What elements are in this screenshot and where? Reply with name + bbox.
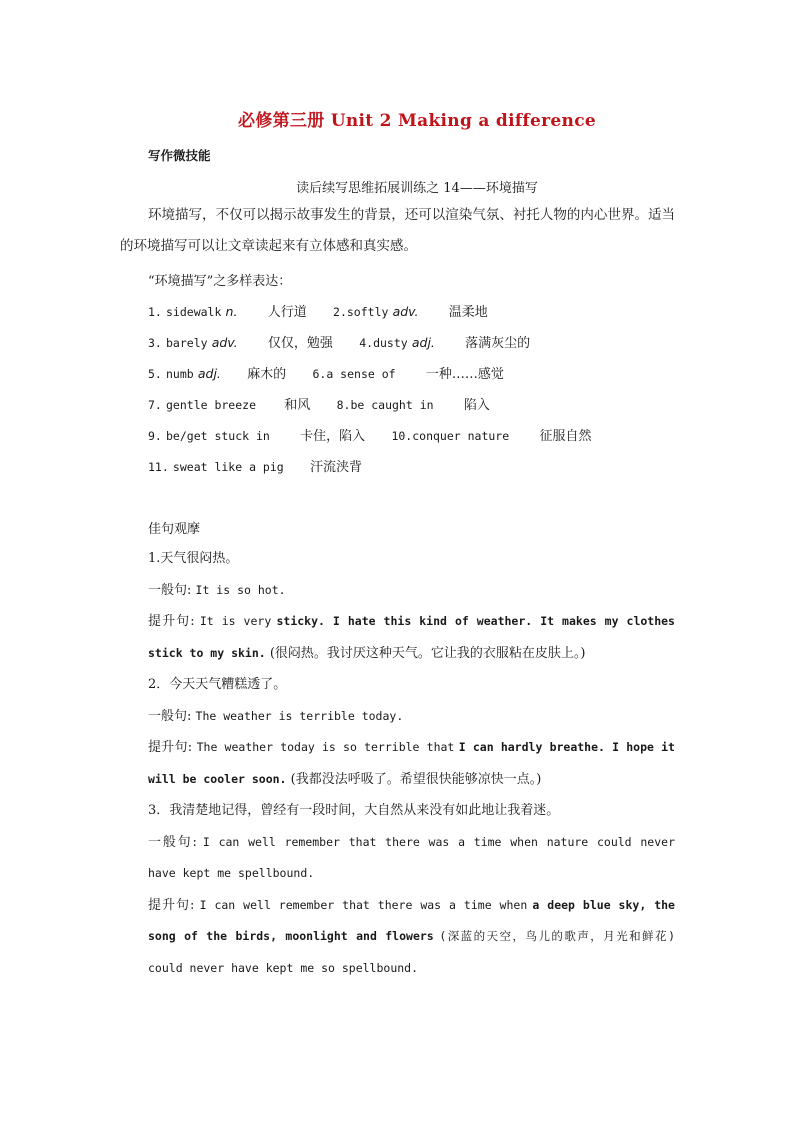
vocab-num: 9. — [148, 429, 162, 443]
vocab-row — [148, 425, 591, 444]
improved-normal: It is very — [199, 614, 272, 628]
vocab-num: 3. — [148, 336, 162, 350]
plain-sentence: I can well remember that there was a time when nature could never have kept me spellbound. — [148, 834, 675, 880]
vocab-row — [148, 394, 490, 413]
example-plain — [120, 701, 675, 733]
section-heading: 写作微技能 — [148, 148, 211, 163]
example-title: 3．我清楚地记得，曾经有一段时间，大自然从来没有如此地让我着迷。 — [148, 803, 560, 818]
vocab-en: be caught in — [350, 398, 434, 412]
vocab-zh: 卡住，陷入 — [300, 429, 366, 444]
vocab-en: dusty — [373, 336, 408, 350]
improved-label: 提升句: — [148, 740, 193, 755]
example-title: 1.天气很闷热。 — [148, 551, 239, 566]
vocab-row — [148, 332, 530, 351]
plain-label: 一般句: — [148, 708, 192, 724]
vocab-en: conquer nature — [412, 429, 510, 443]
improved-label: 提升句: — [148, 614, 195, 629]
vocab-zh: 温柔地 — [448, 305, 488, 320]
vocab-en: numb — [166, 367, 194, 381]
vocab-en: sweat like a pig — [172, 460, 284, 474]
intro-paragraph: 环境描写，不仅可以揭示故事发生的背景，还可以渲染气氛、衬托人物的内心世界。适当的环境描写可以让文章读起来有立体感和真实感。 — [120, 207, 675, 254]
vocab-num: 4. — [359, 336, 374, 350]
improved-bold: I can hardly breathe. I hope it will be cooler soon. — [148, 740, 675, 786]
plain-sentence: The weather is terrible today. — [195, 708, 404, 723]
example-block — [120, 543, 675, 984]
improved-tail: (深蓝的天空，鸟儿的歌声，月光和鲜花) could never have kept me so spellbound. — [148, 929, 675, 975]
vocab-zh: 落满灰尘的 — [465, 336, 531, 351]
vocab-num: 8. — [336, 398, 351, 412]
vocab-en: a sense of — [326, 367, 396, 381]
vocab-pos: adj. — [411, 335, 435, 350]
example-improved — [120, 606, 675, 669]
improved-label: 提升句: — [148, 897, 195, 913]
vocab-zh: 一种……感觉 — [425, 367, 504, 382]
improved-tail: (很闷热。我讨厌这种天气。它让我的衣服粘在皮肤上。) — [269, 645, 586, 661]
improved-tail: (我都没法呼吸了。希望很快能够凉快一点。) — [290, 771, 542, 787]
improved-normal: The weather today is so terrible that — [196, 740, 455, 754]
vocab-pos: adj. — [197, 366, 221, 381]
vocab-zh: 征服自然 — [539, 429, 592, 444]
vocab-zh: 仅仅，勉强 — [267, 336, 333, 351]
vocab-zh: 陷入 — [463, 398, 490, 413]
vocab-pos: adv. — [211, 335, 238, 350]
examples-heading: 佳句观摩 — [148, 522, 201, 537]
vocab-num: 6. — [312, 367, 327, 381]
plain-label: 一般句: — [148, 582, 192, 598]
improved-bold: sticky. I hate this kind of weather. It makes my clothes stick to my skin. — [148, 614, 675, 660]
subtitle: 读后续写思维拓展训练之 14——环境描写 — [296, 181, 538, 196]
example-improved — [120, 732, 675, 795]
vocab-num: 11. — [148, 460, 169, 474]
vocab-en: softly — [346, 305, 389, 319]
vocab-zh: 和风 — [284, 398, 311, 413]
example-plain — [120, 827, 675, 890]
document-title: 必修第三册 Unit 2 Making a difference — [238, 111, 596, 131]
vocab-num: 1. — [148, 305, 162, 319]
vocab-pos: adv. — [392, 304, 419, 319]
vocab-en: sidewalk — [166, 305, 222, 319]
vocab-row — [148, 301, 488, 320]
improved-bold: a deep blue sky, the song of the birds, moonlight and flowers — [148, 897, 675, 943]
plain-label: 一般句: — [148, 834, 197, 850]
vocab-zh: 汗流浃背 — [309, 460, 362, 475]
vocab-num: 10. — [391, 429, 413, 443]
vocab-en: barely — [166, 336, 208, 350]
vocab-pos: n. — [225, 304, 238, 319]
improved-normal: I can well remember that there was a time when — [199, 897, 528, 912]
vocab-num: 2. — [333, 305, 347, 319]
vocab-num: 7. — [148, 398, 162, 412]
example-plain — [120, 575, 675, 607]
example-improved — [120, 890, 675, 985]
vocab-num: 5. — [148, 367, 162, 381]
vocab-zh: 人行道 — [267, 305, 307, 320]
plain-sentence: It is so hot. — [195, 582, 286, 597]
vocab-row — [148, 456, 362, 475]
vocab-row — [148, 363, 504, 382]
example-title: 2．今天天气糟糕透了。 — [148, 677, 287, 692]
vocab-en: gentle breeze — [166, 398, 257, 412]
vocab-zh: 麻木的 — [247, 367, 287, 382]
vocab-en: be/get stuck in — [166, 429, 270, 443]
expressions-heading: “环境描写”之多样表达： — [148, 274, 292, 289]
